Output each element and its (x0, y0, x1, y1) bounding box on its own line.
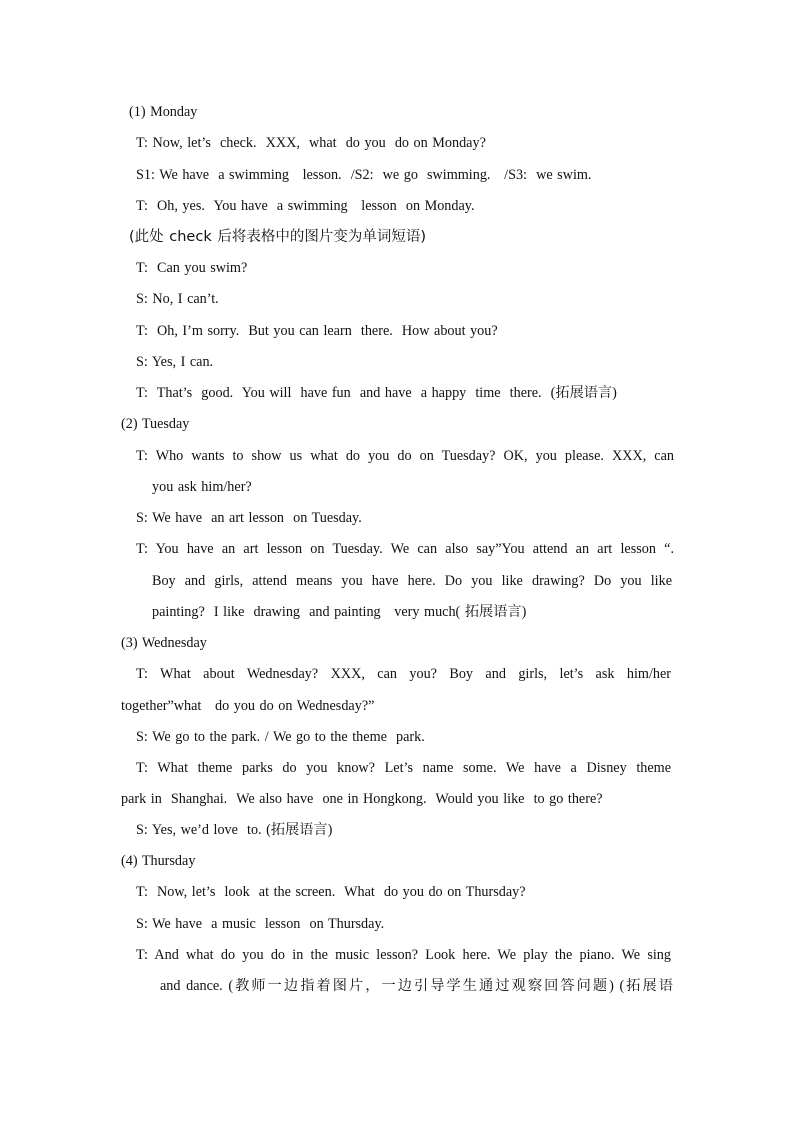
dialogue-line: S: Yes, I can. (136, 354, 214, 370)
dialogue-line: S: We have an art lesson on Tuesday. (136, 510, 362, 526)
dialogue-line: T: You have an art lesson on Tuesday. We can also say”You attend an art lesson “. (136, 541, 674, 557)
dialogue-line: T: That’s good. You will have fun and have a happy time there. (拓展语言) (136, 385, 617, 401)
section-heading-tuesday: (2) Tuesday (121, 416, 190, 432)
dialogue-line: painting? I like drawing and painting very much( 拓展语言) (152, 604, 527, 620)
dialogue-line: S1: We have a swimming lesson. /S2: we go swimming. /S3: we swim. (136, 167, 592, 183)
section-heading-thursday: (4) Thursday (121, 853, 196, 869)
dialogue-line: and dance. (教师一边指着图片，一边引导学生通过观察回答问题) (拓展语 (160, 978, 673, 994)
dialogue-line: S: Yes, we’d love to. (拓展语言) (136, 822, 333, 838)
dialogue-line: Boy and girls, attend means you have here. Do you like drawing? Do you like (152, 573, 672, 589)
dialogue-line: T: Oh, I’m sorry. But you can learn there. How about you? (136, 323, 498, 339)
dialogue-line: T: Can you swim? (136, 260, 248, 276)
dialogue-line: T: Who wants to show us what do you do on Tuesday? OK, you please. XXX, can (136, 448, 674, 464)
dialogue-line: T: Now, let’s check. XXX, what do you do on Monday? (136, 135, 486, 151)
dialogue-line: T: What theme parks do you know? Let’s name some. We have a Disney theme (136, 760, 671, 776)
dialogue-line: together”what do you do on Wednesday?” (121, 698, 375, 714)
dialogue-line: you ask him/her? (152, 479, 252, 495)
dialogue-line: S: We go to the park. / We go to the theme park. (136, 729, 425, 745)
dialogue-line: T: And what do you do in the music lesson? Look here. We play the piano. We sing (136, 947, 671, 963)
dialogue-line: park in Shanghai. We also have one in Hongkong. Would you like to go there? (121, 791, 603, 807)
dialogue-line: T: What about Wednesday? XXX, can you? Boy and girls, let’s ask him/her (136, 666, 671, 682)
dialogue-line: T: Oh, yes. You have a swimming lesson on Monday. (136, 198, 475, 214)
teaching-note: (此处 check 后将表格中的图片变为单词短语) (129, 229, 426, 245)
section-heading-wednesday: (3) Wednesday (121, 635, 207, 651)
section-heading-monday: (1) Monday (129, 104, 198, 120)
dialogue-line: S: We have a music lesson on Thursday. (136, 916, 385, 932)
dialogue-line: T: Now, let’s look at the screen. What do you do on Thursday? (136, 884, 526, 900)
dialogue-line: S: No, I can’t. (136, 291, 219, 307)
